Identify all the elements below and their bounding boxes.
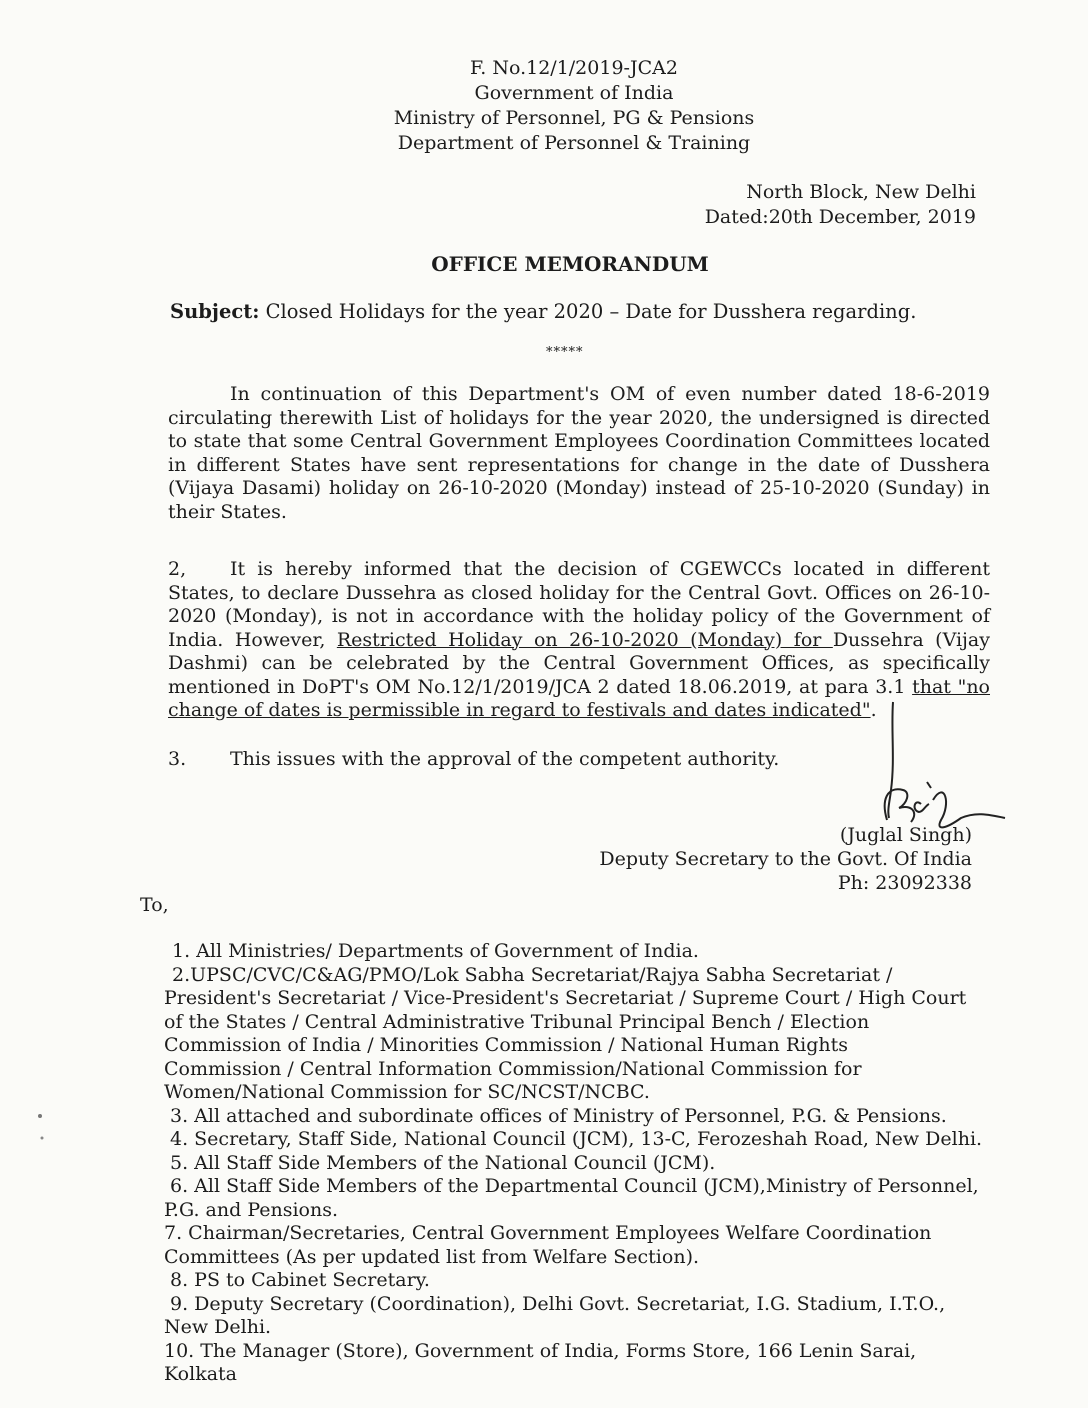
to-label: To, xyxy=(140,894,169,916)
ministry-name: Ministry of Personnel, PG & Pensions xyxy=(393,107,755,129)
date-line: Dated:20th December, 2019 xyxy=(704,206,976,228)
subject-line xyxy=(170,300,916,323)
recipient-line: Women/National Commission for SC/NCST/NCBC. xyxy=(164,1081,650,1103)
recipient-line: 4. Secretary, Staff Side, National Council (JCM), 13-C, Ferozeshah Road, New Delhi. xyxy=(170,1128,983,1150)
paragraph-2-text-c: . xyxy=(870,699,877,721)
recipient-line: 1. All Ministries/ Departments of Government of India. xyxy=(172,940,699,962)
recipient-line: P.G. and Pensions. xyxy=(164,1198,339,1221)
recipient-line: Committees (As per updated list from Welfare Section). xyxy=(164,1245,700,1268)
recipient-line: 7. Chairman/Secretaries, Central Government Employees Welfare Coordination xyxy=(164,1222,932,1244)
signature-tick xyxy=(927,782,931,788)
paragraph-2-text-b: Dussehra (Vijay Dashmi) can be celebrated by the Central Government Offices, as specifically mentioned in DoPT's OM No.12/1/2019/JCA 2 dated 18.06.2019, at para 3.1 xyxy=(168,628,990,698)
separator-stars: ***** xyxy=(546,345,584,360)
recipient-line: 2.UPSC/CVC/C&AG/PMO/Lok Sabha Secretariat/Rajya Sabha Secretariat / xyxy=(172,963,893,986)
signatory-designation: Deputy Secretary to the Govt. Of India xyxy=(599,848,972,870)
speck xyxy=(41,1137,44,1140)
signature-letter-c xyxy=(915,802,929,812)
handwritten-signature xyxy=(815,700,1015,840)
paragraph-1: In continuation of this Department's OM of even number dated 18-6-2019 circulating therewith List of holidays for the year 2020, the undersigned is directed to state that some Central Government Employees Coordination Committees located in different States have sent representations for change in the date of Dusshera (Vijaya Dasami) holiday on 26-10-2020 (Monday) instead of 25-10-2020 (Sunday) in their States. xyxy=(168,383,990,523)
paragraph-2-number: 2, xyxy=(168,558,187,580)
signature-vertical-stroke xyxy=(888,702,893,818)
recipient-line: President's Secretariat / Vice-President's Secretariat / Supreme Court / High Court xyxy=(164,987,967,1009)
paragraph-2-underline-2: that "no change of dates is permissible in regard to festivals and dates indicated" xyxy=(168,675,990,721)
scan-specks xyxy=(36,1112,48,1152)
recipient-line: Kolkata xyxy=(164,1363,238,1385)
government-name: Government of India xyxy=(474,82,674,104)
recipient-list xyxy=(164,940,994,1387)
file-number: F. No.12/1/2019-JCA2 xyxy=(470,57,678,79)
memo-title: OFFICE MEMORANDUM xyxy=(431,252,709,276)
recipient-line: New Delhi. xyxy=(164,1316,272,1338)
recipient-line: 8. PS to Cabinet Secretary. xyxy=(170,1269,430,1291)
paragraph-2-underline-1: Restricted Holiday on 26-10-2020 (Monday) for xyxy=(336,628,833,651)
recipient-line: 9. Deputy Secretary (Coordination), Delhi Govt. Secretariat, I.G. Stadium, I.T.O., xyxy=(170,1292,946,1315)
paragraph-2 xyxy=(168,558,990,723)
recipient-line: Commission / Central Information Commission/National Commission for xyxy=(164,1057,862,1080)
signatory-name: (Juglal Singh) xyxy=(839,824,972,846)
paragraph-3-number: 3. xyxy=(168,748,187,770)
signatory-phone: Ph: 23092338 xyxy=(837,872,972,894)
subject-text: Closed Holidays for the year 2020 – Date for Dusshera regarding. xyxy=(265,300,917,323)
recipient-line: 5. All Staff Side Members of the National Council (JCM). xyxy=(170,1151,716,1174)
paragraph-3-text: This issues with the approval of the competent authority. xyxy=(230,748,780,770)
letterhead xyxy=(0,56,1088,156)
department-name: Department of Personnel & Training xyxy=(397,132,751,154)
recipient-line: Commission of India / Minorities Commission / National Human Rights xyxy=(164,1034,848,1056)
subject-label: Subject: xyxy=(170,300,260,323)
signature-block xyxy=(599,823,972,895)
paragraph-2-text-a: It is hereby informed that the decision of CGEWCCs located in different States, to declare Dussehra as closed holiday for the Central Govt. Offices on 26-10-2020 (Monday), is not in accordance with the holiday policy of the Government of India. However, xyxy=(168,558,990,651)
recipient-line: 10. The Manager (Store), Government of India, Forms Store, 166 Lenin Sarai, xyxy=(164,1339,917,1362)
location: North Block, New Delhi xyxy=(746,181,976,203)
speck xyxy=(38,1114,42,1118)
recipient-line: 6. All Staff Side Members of the Departmental Council (JCM),Ministry of Personnel, xyxy=(170,1175,979,1197)
recipient-line: of the States / Central Administrative Tribunal Principal Bench / Election xyxy=(164,1010,870,1033)
recipient-line: 3. All attached and subordinate offices of Ministry of Personnel, P.G. & Pensions. xyxy=(170,1104,947,1127)
place-date-block xyxy=(705,180,976,230)
